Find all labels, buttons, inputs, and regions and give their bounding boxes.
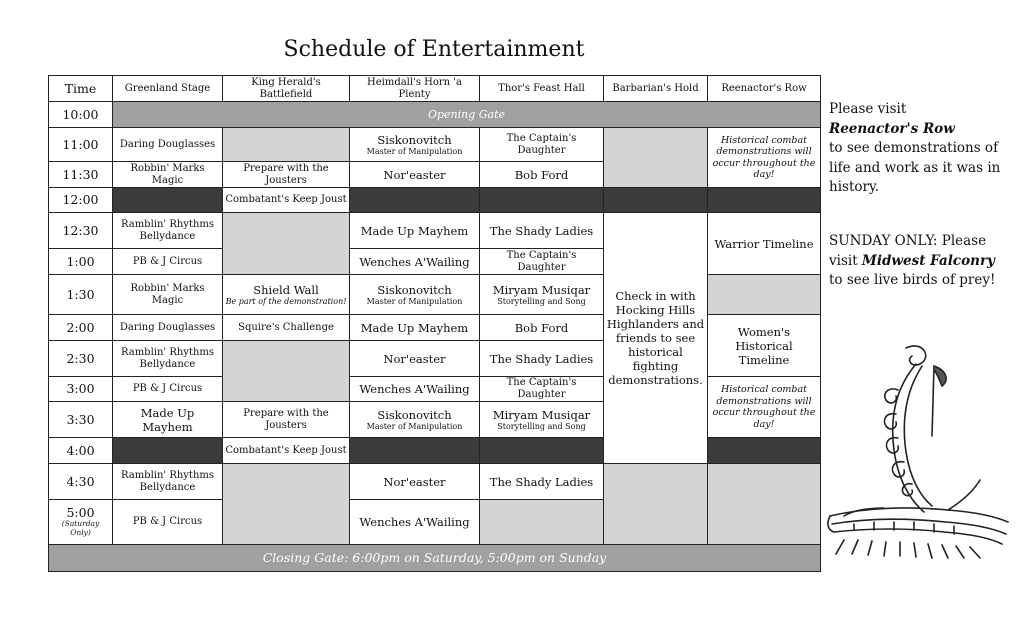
empty-cell: [223, 128, 350, 162]
act-cell: Wenches A'Wailing: [350, 377, 480, 402]
time-cell: 1:00: [49, 249, 113, 275]
act-cell: Made Up Mayhem: [113, 402, 223, 438]
act-title: Siskonovitch: [377, 132, 452, 147]
table-row: [49, 464, 821, 500]
act-cell: [350, 402, 480, 438]
header-time: Time: [49, 76, 113, 102]
act-cell: Made Up Mayhem: [350, 315, 480, 341]
time-cell: 2:30: [49, 341, 113, 377]
empty-cell: [604, 128, 708, 188]
act-cell: Bob Ford: [480, 162, 604, 188]
act-cell: [480, 275, 604, 315]
time-cell: 3:30: [49, 402, 113, 438]
act-title: Shield Wall: [253, 282, 319, 297]
time-cell: 2:00: [49, 315, 113, 341]
empty-cell: [604, 188, 708, 213]
act-cell: Robbin' Marks Magic: [113, 275, 223, 315]
act-cell: The Shady Ladies: [480, 341, 604, 377]
header-venue: Greenland Stage: [113, 76, 223, 102]
act-cell: Robbin' Marks Magic: [113, 162, 223, 188]
act-cell: The Shady Ladies: [480, 464, 604, 500]
header-venue: King Herald's Battlefield: [223, 76, 350, 102]
act-subtitle: Master of Manipulation: [366, 421, 463, 431]
viking-ship-icon: [824, 340, 1014, 560]
empty-cell: [708, 438, 821, 464]
act-cell: [223, 275, 350, 315]
act-cell: Daring Douglasses: [113, 315, 223, 341]
page-title: Schedule of Entertainment: [283, 37, 585, 62]
empty-cell: [480, 500, 604, 545]
act-title: Siskonovitch: [377, 282, 452, 297]
empty-cell: [708, 464, 821, 545]
act-cell: Nor'easter: [350, 341, 480, 377]
table-row: [49, 102, 821, 128]
act-cell: Wenches A'Wailing: [350, 500, 480, 545]
closing-gate-band: Closing Gate: 6:00pm on Saturday, 5:00pm on Sunday: [49, 545, 821, 572]
header-venue: Barbarian's Hold: [604, 76, 708, 102]
falconry-note: [829, 232, 1009, 291]
act-cell: The Captain's Daughter: [480, 377, 604, 402]
act-cell: Prepare with the Jousters: [223, 162, 350, 188]
time-sublabel: (Saturday Only): [61, 519, 100, 537]
act-subtitle: Storytelling and Song: [497, 421, 586, 431]
act-cell: Bob Ford: [480, 315, 604, 341]
header-venue: Thor's Feast Hall: [480, 76, 604, 102]
act-cell: The Captain's Daughter: [480, 128, 604, 162]
act-cell: Nor'easter: [350, 162, 480, 188]
time-cell: [49, 500, 113, 545]
note-text: SUNDAY ONLY: Please visit: [829, 233, 987, 269]
act-cell: Nor'easter: [350, 464, 480, 500]
empty-cell: [708, 275, 821, 315]
opening-gate-band: Opening Gate: [113, 102, 821, 128]
time-cell: 10:00: [49, 102, 113, 128]
act-cell: [350, 128, 480, 162]
act-cell: Ramblin' Rhythms Bellydance: [113, 213, 223, 249]
note-highlight: Midwest Falconry: [861, 252, 995, 269]
combat-note-cell: Historical combat demonstrations will occur throughout the day!: [708, 128, 821, 188]
act-cell: Prepare with the Jousters: [223, 402, 350, 438]
time-cell: 11:30: [49, 162, 113, 188]
act-cell: Daring Douglasses: [113, 128, 223, 162]
empty-cell: [480, 438, 604, 464]
empty-cell: [113, 188, 223, 213]
empty-cell: [350, 188, 480, 213]
empty-cell: [223, 341, 350, 402]
empty-cell: [223, 464, 350, 545]
act-cell: Women's Historical Timeline: [708, 315, 821, 377]
note-text: to see live birds of prey!: [829, 272, 996, 288]
table-row: [49, 128, 821, 162]
table-row: [49, 545, 821, 572]
act-cell: PB & J Circus: [113, 377, 223, 402]
act-title: Miryam Musiqar: [492, 282, 591, 297]
empty-cell: [480, 188, 604, 213]
empty-cell: [223, 213, 350, 275]
reenactor-note: [829, 100, 1009, 198]
time-label: 5:00: [66, 505, 95, 520]
time-cell: 3:00: [49, 377, 113, 402]
act-cell: Made Up Mayhem: [350, 213, 480, 249]
act-cell: Ramblin' Rhythms Bellydance: [113, 464, 223, 500]
act-cell: The Captain's Daughter: [480, 249, 604, 275]
act-cell: Squire's Challenge: [223, 315, 350, 341]
empty-cell: [604, 464, 708, 545]
header-venue: Reenactor's Row: [708, 76, 821, 102]
note-text: to see demonstrations of life and work as it was in history.: [829, 140, 1001, 195]
schedule-table: [48, 75, 821, 572]
note-text: Please visit: [829, 101, 907, 117]
act-cell: Ramblin' Rhythms Bellydance: [113, 341, 223, 377]
act-cell: PB & J Circus: [113, 249, 223, 275]
act-cell: Wenches A'Wailing: [350, 249, 480, 275]
act-title: Miryam Musiqar: [492, 407, 591, 422]
table-row: [49, 213, 821, 249]
time-cell: 4:30: [49, 464, 113, 500]
time-cell: 4:00: [49, 438, 113, 464]
act-cell: Combatant's Keep Joust: [223, 188, 350, 213]
empty-cell: [113, 438, 223, 464]
act-cell: [480, 402, 604, 438]
hocking-hills-cell: Check in with Hocking Hills Highlanders and friends to see historical fighting demonstrations.: [604, 213, 708, 464]
act-subtitle: Storytelling and Song: [497, 296, 586, 306]
act-cell: The Shady Ladies: [480, 213, 604, 249]
act-cell: [350, 275, 480, 315]
act-cell: PB & J Circus: [113, 500, 223, 545]
act-subtitle: Be part of the demonstration!: [225, 296, 347, 306]
act-subtitle: Master of Manipulation: [366, 146, 463, 156]
time-cell: 11:00: [49, 128, 113, 162]
act-title: Siskonovitch: [377, 407, 452, 422]
combat-note-cell: Historical combat demonstrations will occur throughout the day!: [708, 377, 821, 438]
time-cell: 12:00: [49, 188, 113, 213]
header-row: [49, 76, 821, 102]
table-row: [49, 188, 821, 213]
empty-cell: [708, 188, 821, 213]
note-highlight: Reenactor's Row: [829, 120, 955, 137]
act-subtitle: Master of Manipulation: [366, 296, 463, 306]
empty-cell: [350, 438, 480, 464]
act-cell: Warrior Timeline: [708, 213, 821, 275]
act-cell: Combatant's Keep Joust: [223, 438, 350, 464]
time-cell: 12:30: [49, 213, 113, 249]
time-cell: 1:30: [49, 275, 113, 315]
header-venue: Heimdall's Horn 'a Plenty: [350, 76, 480, 102]
